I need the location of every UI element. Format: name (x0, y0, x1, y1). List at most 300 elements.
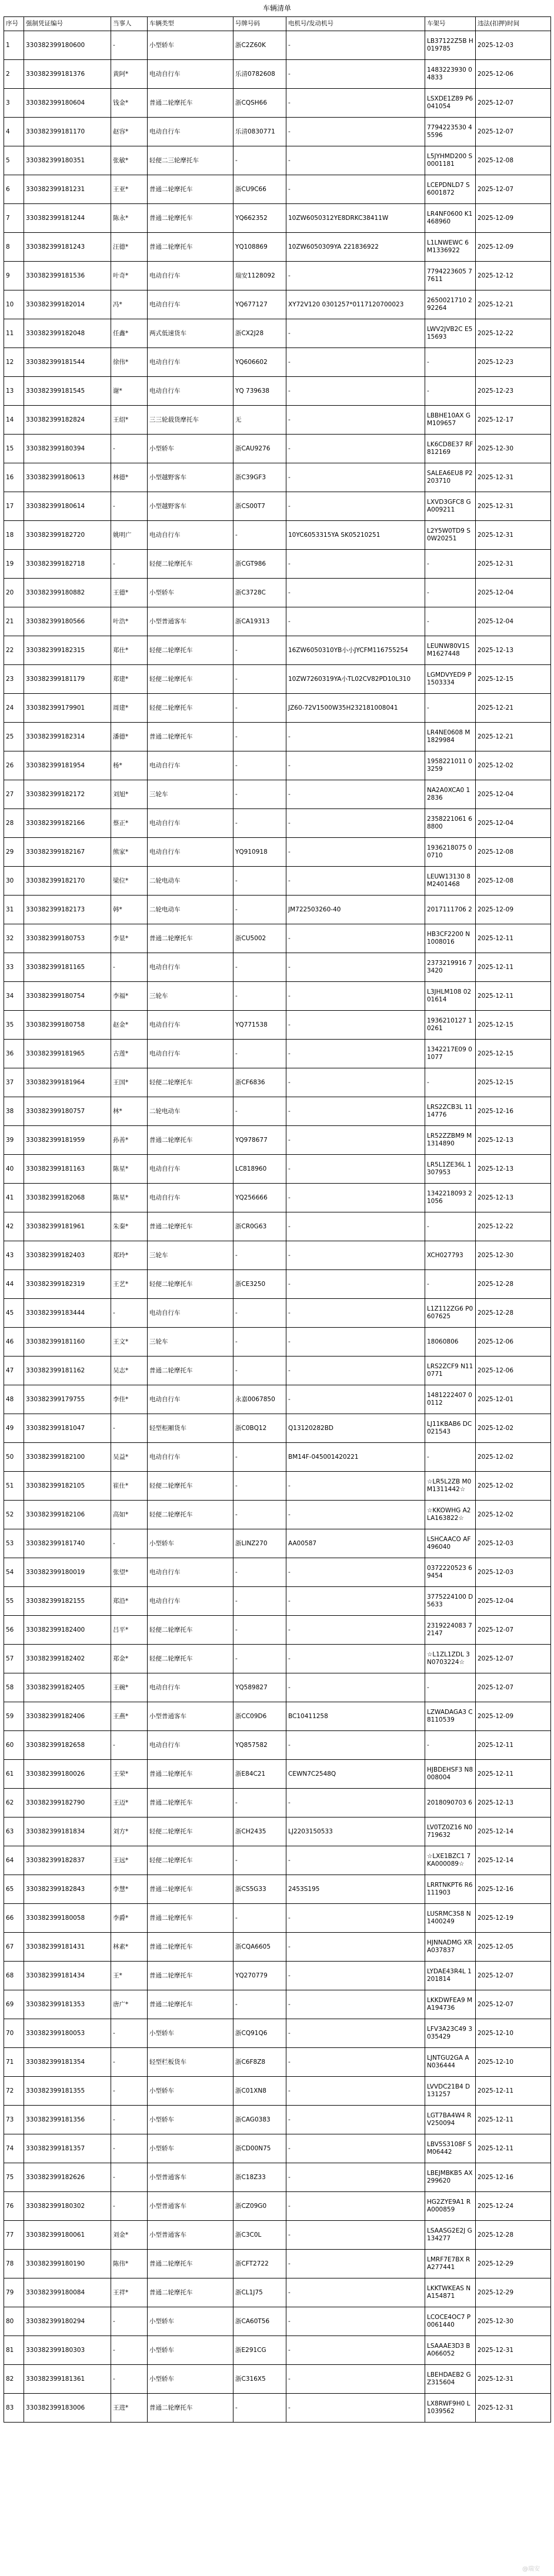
cell-seizure-date: 2025-12-06 (476, 1357, 551, 1385)
cell-index: 48 (4, 1385, 24, 1414)
cell-party: 叶奇* (111, 262, 148, 290)
cell-seizure-date: 2025-12-15 (476, 1040, 551, 1068)
cell-certificate-no: 330382399182166 (24, 809, 111, 838)
cell-index: 20 (4, 579, 24, 607)
cell-party: 崔仕* (111, 1472, 148, 1501)
cell-plate-no: 浙CZ09G0 (233, 2192, 286, 2221)
cell-certificate-no: 330382399180084 (24, 2278, 111, 2307)
cell-certificate-no: 330382399181545 (24, 377, 111, 406)
cell-party: - (111, 1299, 148, 1328)
cell-index: 23 (4, 665, 24, 694)
cell-party: 林* (111, 1097, 148, 1126)
cell-certificate-no: 330382399182626 (24, 2163, 111, 2192)
cell-seizure-date: 2025-12-21 (476, 723, 551, 751)
cell-vehicle-type: 电动自行车 (148, 838, 233, 867)
cell-vehicle-type: 电动自行车 (148, 1385, 233, 1414)
cell-engine-no: - (286, 2221, 425, 2250)
cell-vehicle-type: 两式低速货车 (148, 319, 233, 348)
cell-plate-no: YQ108869 (233, 233, 286, 262)
cell-vin: LR4NF0600 K1468960 (425, 204, 476, 233)
cell-party: 吴益* (111, 1443, 148, 1472)
cell-index: 58 (4, 1673, 24, 1702)
cell-engine-no: - (286, 1270, 425, 1299)
cell-seizure-date: 2025-12-11 (476, 2077, 551, 2106)
cell-vin: - (425, 377, 476, 406)
cell-seizure-date: 2025-12-02 (476, 1414, 551, 1443)
cell-plate-no: - (233, 1645, 286, 1673)
cell-party: 陈星* (111, 1184, 148, 1212)
cell-plate-no: 浙CC09D6 (233, 1702, 286, 1731)
cell-engine-no: 10ZW7260319YA小TL02CV82PD10L310 (286, 665, 425, 694)
cell-party: - (111, 550, 148, 579)
cell-vin: - (425, 1443, 476, 1472)
cell-seizure-date: 2025-12-31 (476, 2336, 551, 2365)
cell-engine-no: BM14F-045001420221 (286, 1443, 425, 1472)
cell-engine-no: - (286, 1068, 425, 1097)
cell-certificate-no: 330382399182068 (24, 1184, 111, 1212)
cell-engine-no: - (286, 2163, 425, 2192)
table-row (4, 1962, 551, 1990)
cell-party: 李佳* (111, 1385, 148, 1414)
cell-plate-no: YQ857582 (233, 1731, 286, 1760)
cell-vehicle-type: 电动自行车 (148, 953, 233, 982)
cell-engine-no: - (286, 2365, 425, 2394)
cell-plate-no: - (233, 521, 286, 550)
table-row (4, 1645, 551, 1673)
cell-engine-no: LJ2203150533 (286, 1817, 425, 1846)
cell-seizure-date: 2025-12-19 (476, 1904, 551, 1933)
cell-seizure-date: 2025-12-07 (476, 1962, 551, 1990)
cell-vehicle-type: 普通二轮摩托车 (148, 2394, 233, 2423)
cell-seizure-date: 2025-12-21 (476, 694, 551, 723)
cell-index: 80 (4, 2307, 24, 2336)
table-row (4, 1875, 551, 1904)
table-row (4, 809, 551, 838)
cell-plate-no: - (233, 1501, 286, 1529)
cell-engine-no: JM722503260-40 (286, 896, 425, 924)
cell-index: 43 (4, 1241, 24, 1270)
cell-index: 81 (4, 2336, 24, 2365)
cell-party: - (111, 2336, 148, 2365)
cell-certificate-no: 330382399183444 (24, 1299, 111, 1328)
cell-vehicle-type: 普通二轮摩托车 (148, 2250, 233, 2278)
col-header-certificate-no: 强制凭证编号 (24, 17, 111, 31)
table-row (4, 31, 551, 60)
cell-vehicle-type: 普通二轮摩托车 (148, 204, 233, 233)
table-row (4, 607, 551, 636)
cell-engine-no: AA00587 (286, 1529, 425, 1558)
cell-engine-no: - (286, 2278, 425, 2307)
cell-seizure-date: 2025-12-29 (476, 2250, 551, 2278)
cell-engine-no: - (286, 1385, 425, 1414)
cell-vin: XCH027793 (425, 1241, 476, 1270)
table-row (4, 896, 551, 924)
cell-certificate-no: 330382399180600 (24, 31, 111, 60)
cell-party: - (111, 2106, 148, 2134)
cell-plate-no: 浙CD00N75 (233, 2134, 286, 2163)
cell-certificate-no: 330382399180058 (24, 1904, 111, 1933)
cell-vehicle-type: 轻便二轮摩托车 (148, 1846, 233, 1875)
cell-engine-no: - (286, 1155, 425, 1184)
cell-plate-no: YQ 739638 (233, 377, 286, 406)
cell-party: 郑沿* (111, 1587, 148, 1616)
cell-engine-no: - (286, 2336, 425, 2365)
cell-plate-no: - (233, 665, 286, 694)
cell-certificate-no: 330382399182405 (24, 1673, 111, 1702)
cell-vehicle-type: 小型轿车 (148, 435, 233, 463)
table-row (4, 2134, 551, 2163)
cell-vin: LRRTNKPT6 R6111903 (425, 1875, 476, 1904)
cell-engine-no: - (286, 1990, 425, 2019)
cell-seizure-date: 2025-12-07 (476, 118, 551, 146)
cell-certificate-no: 330382399182173 (24, 896, 111, 924)
table-row (4, 636, 551, 665)
col-header-seizure-date: 违法(扣押)时间 (476, 17, 551, 31)
cell-engine-no: - (286, 838, 425, 867)
cell-vehicle-type: 电动自行车 (148, 1558, 233, 1587)
col-header-index: 序号 (4, 17, 24, 31)
cell-engine-no: - (286, 1097, 425, 1126)
cell-certificate-no: 330382399180053 (24, 2019, 111, 2048)
cell-plate-no: - (233, 809, 286, 838)
cell-plate-no: 浙CQ91Q6 (233, 2019, 286, 2048)
cell-plate-no: - (233, 1616, 286, 1645)
table-row (4, 1328, 551, 1357)
cell-seizure-date: 2025-12-15 (476, 1011, 551, 1040)
cell-vehicle-type: 小型轿车 (148, 31, 233, 60)
cell-seizure-date: 2025-12-04 (476, 607, 551, 636)
cell-vin: LSHCAACO AF496040 (425, 1529, 476, 1558)
cell-certificate-no: 330382399182658 (24, 1731, 111, 1760)
cell-vehicle-type: 三轮车 (148, 982, 233, 1011)
table-row (4, 2365, 551, 2394)
cell-plate-no: - (233, 1443, 286, 1472)
cell-engine-no: - (286, 2106, 425, 2134)
cell-party: 王远* (111, 1846, 148, 1875)
cell-engine-no: - (286, 319, 425, 348)
page-title: 车辆清单 (262, 4, 291, 12)
cell-index: 83 (4, 2394, 24, 2423)
table-row (4, 2250, 551, 2278)
cell-vin: ☆L1ZL1ZDL 3N0703224☆ (425, 1645, 476, 1673)
cell-certificate-no: 330382399182105 (24, 1472, 111, 1501)
cell-vehicle-type: 轻便二轮摩托车 (148, 694, 233, 723)
cell-party: 刘金* (111, 2221, 148, 2250)
cell-certificate-no: 330382399181376 (24, 60, 111, 89)
cell-seizure-date: 2025-12-04 (476, 1587, 551, 1616)
cell-certificate-no: 330382399181231 (24, 175, 111, 204)
cell-engine-no: - (286, 262, 425, 290)
cell-index: 10 (4, 290, 24, 319)
cell-vin: L3JHLM108 0201614 (425, 982, 476, 1011)
table-row (4, 694, 551, 723)
cell-plate-no: 浙CAU9276 (233, 435, 286, 463)
table-row (4, 1155, 551, 1184)
cell-vehicle-type: 电动自行车 (148, 521, 233, 550)
cell-certificate-no: 330382399181964 (24, 1068, 111, 1097)
cell-vin: 1483223930 04833 (425, 60, 476, 89)
cell-plate-no: YQ256666 (233, 1184, 286, 1212)
cell-plate-no: 瑞安1128092 (233, 262, 286, 290)
cell-party: - (111, 435, 148, 463)
cell-party: 钱金* (111, 89, 148, 118)
table-row (4, 60, 551, 89)
table-row (4, 1097, 551, 1126)
cell-vehicle-type: 小型越野客车 (148, 463, 233, 492)
cell-index: 32 (4, 924, 24, 953)
cell-certificate-no: 330382399182406 (24, 1702, 111, 1731)
cell-plate-no: - (233, 1328, 286, 1357)
table-row (4, 348, 551, 377)
cell-vehicle-type: 电动自行车 (148, 1673, 233, 1702)
cell-engine-no: 10ZW6050309YA 221836922 (286, 233, 425, 262)
cell-certificate-no: 330382399182014 (24, 290, 111, 319)
cell-certificate-no: 330382399182824 (24, 406, 111, 435)
cell-index: 9 (4, 262, 24, 290)
cell-vehicle-type: 小型普通客车 (148, 2192, 233, 2221)
cell-party: - (111, 2163, 148, 2192)
cell-seizure-date: 2025-12-03 (476, 1529, 551, 1558)
cell-index: 76 (4, 2192, 24, 2221)
cell-seizure-date: 2025-12-30 (476, 2307, 551, 2336)
cell-party: - (111, 2019, 148, 2048)
cell-vin: LGMDVYED9 P1503334 (425, 665, 476, 694)
cell-index: 60 (4, 1731, 24, 1760)
cell-certificate-no: 330382399180566 (24, 607, 111, 636)
cell-certificate-no: 330382399180613 (24, 463, 111, 492)
cell-party: 郑玲* (111, 1241, 148, 1270)
cell-seizure-date: 2025-12-14 (476, 1817, 551, 1846)
cell-plate-no: 浙CR0G63 (233, 1212, 286, 1241)
table-row (4, 1702, 551, 1731)
cell-seizure-date: 2025-12-08 (476, 838, 551, 867)
cell-index: 41 (4, 1184, 24, 1212)
cell-vin: L1LNWEWC 6M1336922 (425, 233, 476, 262)
cell-engine-no: - (286, 348, 425, 377)
cell-seizure-date: 2025-12-17 (476, 406, 551, 435)
cell-seizure-date: 2025-12-28 (476, 2221, 551, 2250)
cell-plate-no: - (233, 146, 286, 175)
cell-vin: LSAAAE3D3 BA066052 (425, 2336, 476, 2365)
cell-party: 李福* (111, 982, 148, 1011)
cell-seizure-date: 2025-12-28 (476, 1270, 551, 1299)
cell-party: - (111, 953, 148, 982)
cell-engine-no: - (286, 1558, 425, 1587)
cell-vehicle-type: 电动自行车 (148, 348, 233, 377)
cell-vehicle-type: 小型轿车 (148, 2307, 233, 2336)
col-header-plate-no: 号牌号码 (233, 17, 286, 31)
cell-plate-no: 浙CS5G33 (233, 1875, 286, 1904)
cell-index: 26 (4, 751, 24, 780)
cell-index: 34 (4, 982, 24, 1011)
table-header-row (4, 17, 551, 31)
cell-index: 29 (4, 838, 24, 867)
cell-plate-no: - (233, 1040, 286, 1068)
cell-seizure-date: 2025-12-08 (476, 867, 551, 896)
cell-plate-no: 浙CU9C66 (233, 175, 286, 204)
col-header-vehicle-type: 车辆类型 (148, 17, 233, 31)
cell-vin: ☆LXE1BZC1 7KA000089☆ (425, 1846, 476, 1875)
table-row (4, 867, 551, 896)
cell-engine-no: - (286, 435, 425, 463)
cell-index: 55 (4, 1587, 24, 1616)
cell-vin: LKKDWFEA9 MA194736 (425, 1990, 476, 2019)
cell-index: 16 (4, 463, 24, 492)
cell-vin: LFV3A23C49 3035429 (425, 2019, 476, 2048)
cell-plate-no: 浙CA19313 (233, 607, 286, 636)
cell-certificate-no: 330382399181165 (24, 953, 111, 982)
cell-certificate-no: 330382399179901 (24, 694, 111, 723)
cell-seizure-date: 2025-12-08 (476, 146, 551, 175)
cell-certificate-no: 330382399181179 (24, 665, 111, 694)
cell-vehicle-type: 电动自行车 (148, 1040, 233, 1068)
cell-seizure-date: 2025-12-13 (476, 1789, 551, 1817)
cell-party: 吕平* (111, 1616, 148, 1645)
table-row (4, 118, 551, 146)
cell-vehicle-type: 电动自行车 (148, 1184, 233, 1212)
cell-vehicle-type: 三轮车 (148, 1328, 233, 1357)
table-row (4, 406, 551, 435)
cell-seizure-date: 2025-12-11 (476, 982, 551, 1011)
cell-seizure-date: 2025-12-10 (476, 2019, 551, 2048)
cell-vin: - (425, 348, 476, 377)
cell-certificate-no: 330382399181954 (24, 751, 111, 780)
table-row (4, 521, 551, 550)
cell-engine-no: - (286, 1184, 425, 1212)
cell-vin: HJBDEHSF3 N8008004 (425, 1760, 476, 1789)
cell-seizure-date: 2025-12-14 (476, 1846, 551, 1875)
cell-certificate-no: 330382399181961 (24, 1212, 111, 1241)
table-row (4, 953, 551, 982)
cell-plate-no: - (233, 1241, 286, 1270)
cell-vehicle-type: 小型轿车 (148, 1529, 233, 1558)
cell-index: 49 (4, 1414, 24, 1443)
cell-plate-no: - (233, 1990, 286, 2019)
cell-seizure-date: 2025-12-15 (476, 665, 551, 694)
cell-index: 46 (4, 1328, 24, 1357)
table-row (4, 262, 551, 290)
cell-certificate-no: 330382399180190 (24, 2250, 111, 2278)
cell-index: 62 (4, 1789, 24, 1817)
cell-seizure-date: 2025-12-13 (476, 1184, 551, 1212)
cell-engine-no: - (286, 2019, 425, 2048)
cell-party: 徐伟* (111, 348, 148, 377)
cell-engine-no: - (286, 1789, 425, 1817)
cell-engine-no: - (286, 2250, 425, 2278)
cell-vehicle-type: 二轮电动车 (148, 896, 233, 924)
cell-certificate-no: 330382399181162 (24, 1357, 111, 1385)
cell-party: - (111, 2048, 148, 2077)
cell-vin: LKKTWKEAS NA154871 (425, 2278, 476, 2307)
table-row (4, 1904, 551, 1933)
table-row (4, 1760, 551, 1789)
cell-plate-no: 浙CU5002 (233, 924, 286, 953)
cell-engine-no: - (286, 1587, 425, 1616)
cell-engine-no: - (286, 1616, 425, 1645)
cell-plate-no: - (233, 1846, 286, 1875)
cell-engine-no: CEWN7C2548Q (286, 1760, 425, 1789)
cell-engine-no: - (286, 867, 425, 896)
cell-plate-no: YQ910918 (233, 838, 286, 867)
cell-party: 吴志* (111, 1357, 148, 1385)
cell-index: 15 (4, 435, 24, 463)
cell-index: 79 (4, 2278, 24, 2307)
cell-engine-no: - (286, 60, 425, 89)
cell-seizure-date: 2025-12-16 (476, 1097, 551, 1126)
cell-vehicle-type: 普通二轮摩托车 (148, 1789, 233, 1817)
cell-certificate-no: 330382399182315 (24, 636, 111, 665)
cell-engine-no: - (286, 1645, 425, 1673)
cell-index: 25 (4, 723, 24, 751)
cell-certificate-no: 330382399182403 (24, 1241, 111, 1270)
cell-seizure-date: 2025-12-24 (476, 2192, 551, 2221)
cell-plate-no: YQ270779 (233, 1962, 286, 1990)
cell-plate-no: 浙C3C0L (233, 2221, 286, 2250)
cell-certificate-no: 330382399182720 (24, 521, 111, 550)
cell-vin: 1936210127 10261 (425, 1011, 476, 1040)
cell-seizure-date: 2025-12-31 (476, 521, 551, 550)
table-row (4, 665, 551, 694)
cell-plate-no: 浙CE3250 (233, 1270, 286, 1299)
table-row (4, 2278, 551, 2307)
cell-certificate-no: 330382399181536 (24, 262, 111, 290)
cell-certificate-no: 330382399180604 (24, 89, 111, 118)
cell-vin: - (425, 1731, 476, 1760)
cell-certificate-no: 330382399180302 (24, 2192, 111, 2221)
cell-vin: 3775224100 D5633 (425, 1587, 476, 1616)
cell-party: 王进* (111, 2394, 148, 2423)
cell-plate-no: 无 (233, 406, 286, 435)
cell-seizure-date: 2025-12-12 (476, 262, 551, 290)
cell-engine-no: - (286, 2048, 425, 2077)
cell-vehicle-type: 三三轮载货摩托车 (148, 406, 233, 435)
col-header-engine-no: 电机号/发动机号 (286, 17, 425, 31)
cell-engine-no: - (286, 118, 425, 146)
cell-certificate-no: 330382399182048 (24, 319, 111, 348)
cell-plate-no: 浙C6F8Z8 (233, 2048, 286, 2077)
cell-engine-no: - (286, 1126, 425, 1155)
cell-vin: LWV2JVB2C E515693 (425, 319, 476, 348)
cell-index: 54 (4, 1558, 24, 1587)
cell-vin: LSXDE1Z89 P6041054 (425, 89, 476, 118)
table-row (4, 1443, 551, 1472)
table-row (4, 2192, 551, 2221)
cell-plate-no: - (233, 953, 286, 982)
cell-party: 赵容* (111, 118, 148, 146)
cell-certificate-no: 330382399180614 (24, 492, 111, 521)
cell-vehicle-type: 普通二轮摩托车 (148, 723, 233, 751)
cell-vin: LJNTGU2GA AN036444 (425, 2048, 476, 2077)
cell-vehicle-type: 普通二轮摩托车 (148, 1126, 233, 1155)
cell-vin: L5JYHMD200 S0001181 (425, 146, 476, 175)
cell-certificate-no: 330382399182843 (24, 1875, 111, 1904)
cell-certificate-no: 330382399180061 (24, 2221, 111, 2250)
table-row (4, 377, 551, 406)
cell-vehicle-type: 电动自行车 (148, 1155, 233, 1184)
cell-plate-no: - (233, 636, 286, 665)
cell-party: - (111, 2134, 148, 2163)
cell-vin: 0372220523 69454 (425, 1558, 476, 1587)
cell-party: 熊家* (111, 838, 148, 867)
cell-certificate-no: 330382399182106 (24, 1501, 111, 1529)
cell-vin: LYDAE43R4L 1201814 (425, 1962, 476, 1990)
cell-vehicle-type: 小型轿车 (148, 2336, 233, 2365)
cell-plate-no: - (233, 2394, 286, 2423)
watermark: @瑞安 (522, 2566, 540, 2572)
cell-party: 陈永* (111, 204, 148, 233)
cell-vehicle-type: 轻便二轮摩托车 (148, 665, 233, 694)
cell-party: - (111, 2077, 148, 2106)
